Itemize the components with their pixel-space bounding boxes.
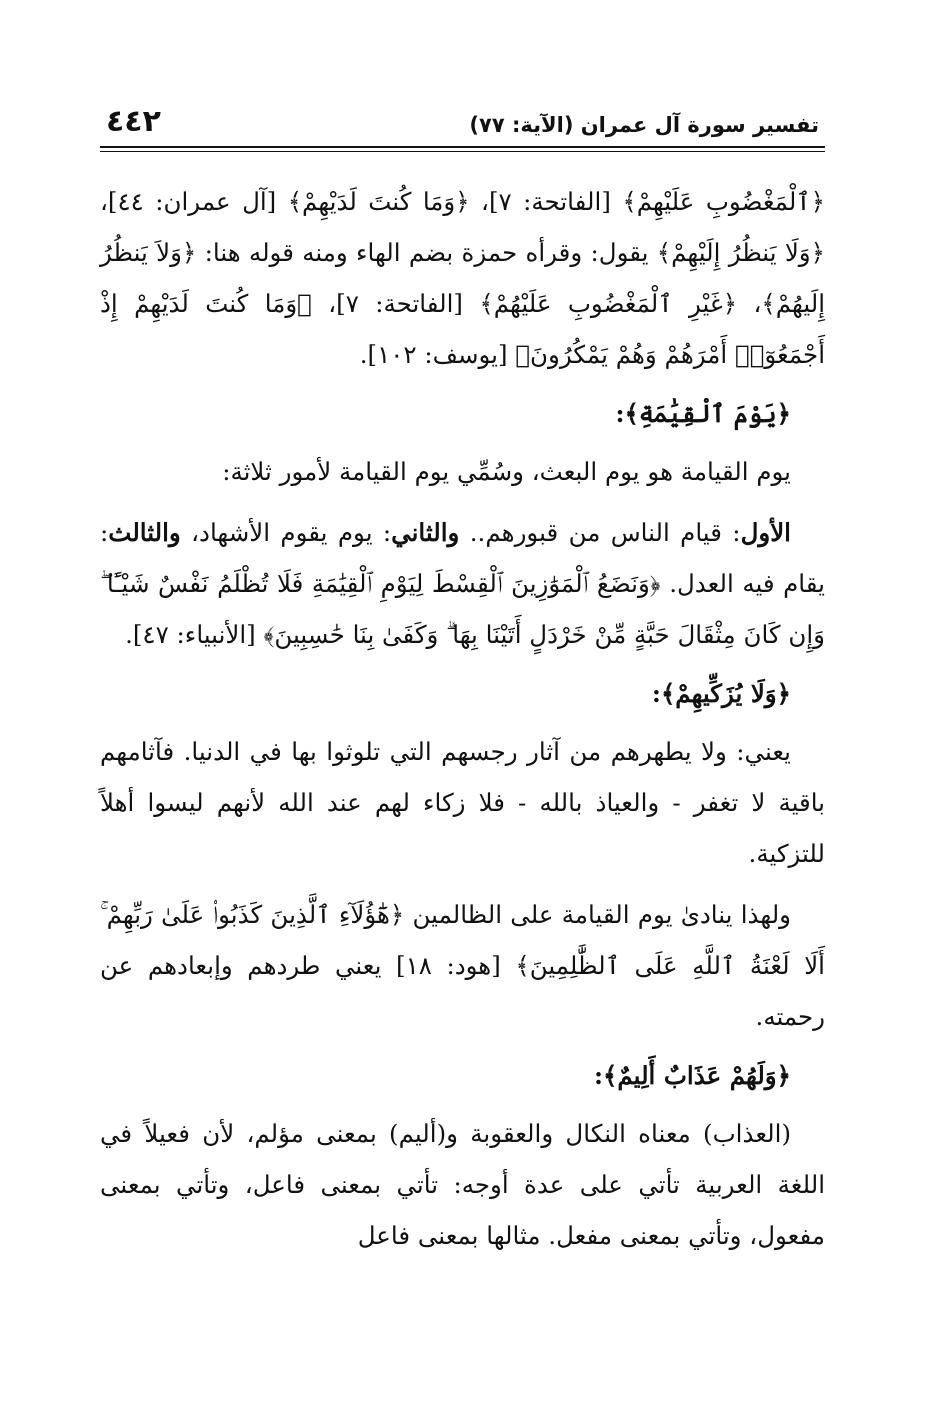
term-second: والثاني — [391, 518, 460, 547]
running-title: تفسير سورة آل عمران (الآية: ٧٧) — [469, 113, 819, 137]
paragraph-three-reasons — [100, 507, 825, 660]
paragraph-quran-citations: ﴿ٱلْمَغْضُوبِ عَلَيْهِمْ﴾ [الفاتحة: ٧]، ﴿وَمَا كُنتَ لَدَيْهِمْ﴾ [آل عمران: ٤٤]، ﴿وَلَا يَنظُرُ إِلَيْهِمْ﴾ يقول: وقرأه حمزة بضم الهاء ومنه قوله هنا: ﴿وَلاَ يَنظُرُ إِلَيهُمْ﴾، ﴿غَيْرِ ٱلْمَغْضُوبِ عَلَيْهُمْ﴾ [الفاتحة: ٧]، ﴿وَمَا كُنتَ لَدَيْهِمْ إِذْ أَجْمَعُوٓا۟ أَمْرَهُمْ وَهُمْ يَمْكُرُونَ﴾ [يوسف: ١٠٢]. — [100, 187, 825, 369]
paragraph-call-on-wrongdoers: ولهذا ينادىٰ يوم القيامة على الظالمين ﴿هَٰٓؤُلَآءِ ٱلَّذِينَ كَذَبُوا۟ عَلَىٰ رَبِّهِمْ ۚ أَلَا لَعْنَةُ ٱللَّهِ عَلَى ٱلظَّٰلِمِينَ﴾ [هود: ١٨] يعني طردهم وإبعادهم عن رحمته. — [100, 900, 825, 1031]
header-rule — [100, 146, 825, 148]
paragraph-adhab-meaning: (العذاب) معناه النكال والعقوبة و(أليم) بمعنى مؤلم، لأن فعيلاً في اللغة العربية تأتي على عدة أوجه: تأتي بمعنى فاعل، وتأتي بمعنى مفعول، وتأتي بمعنى مفعل. مثالها بمعنى فاعل — [100, 1119, 825, 1250]
page-body — [100, 176, 825, 1261]
section-heading-wa-la-yuzakkihim: ﴿وَلَا يُزَكِّيهِمْ﴾: — [651, 679, 791, 708]
page-number: ٤٤٢ — [106, 104, 161, 139]
paragraph-purification: يعني: ولا يطهرهم من آثار رجسهم التي تلوثوا بها في الدنيا. فآثامهم باقية لا تغفر - والعياذ بالله - فلا زكاء لهم عند الله لأنهم ليسوا أهلاً للتزكية. — [100, 737, 825, 868]
text-second: : يوم يقوم الأشهاد، — [180, 518, 392, 547]
page-header — [100, 100, 825, 140]
paragraph-qiyamah-definition: يوم القيامة هو يوم البعث، وسُمِّي يوم القيامة لأمور ثلاثة: — [222, 457, 791, 486]
section-heading-adhab-alim: ﴿وَلَهُمْ عَذَابٌ أَلِيمٌ﴾: — [593, 1061, 791, 1090]
text-third: : يقام فيه العدل. ﴿وَنَضَعُ ٱلْمَوَٰزِينَ ٱلْقِسْطَ لِيَوْمِ ٱلْقِيَٰمَةِ فَلَا تُظْلَمُ نَفْسٌ شَيْـًٔا ۖ وَإِن كَانَ مِثْقَالَ حَبَّةٍ مِّنْ خَرْدَلٍ أَتَيْنَا بِهَا ۗ وَكَفَىٰ بِنَا حَٰسِبِينَ﴾ [الأنبياء: ٤٧]. — [100, 518, 825, 649]
term-third: والثالث — [108, 518, 181, 547]
text-first: : قيام الناس من قبورهم.. — [459, 518, 741, 547]
term-first: الأول — [740, 518, 791, 547]
book-page — [100, 100, 825, 1271]
section-heading-yawm-al-qiyamah: ﴿يَوْمَ ٱلْقِيَٰمَةِ﴾: — [615, 399, 791, 428]
header-rule-thin — [100, 151, 825, 152]
